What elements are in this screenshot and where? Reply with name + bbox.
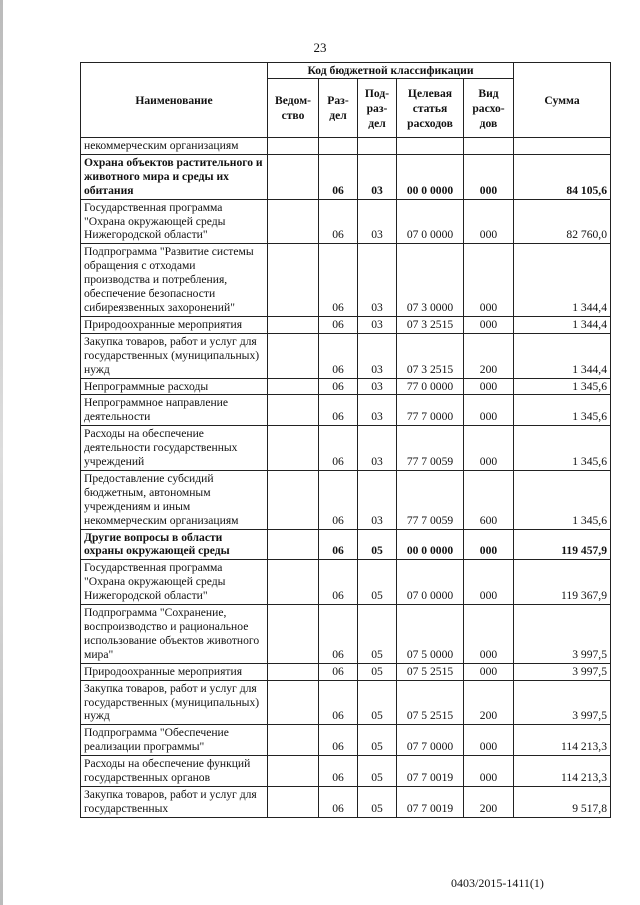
row-subsection: 03 <box>358 333 397 378</box>
row-sum: 1 344,4 <box>514 244 611 317</box>
row-name: Другие вопросы в области охраны окружающей среды <box>81 529 268 560</box>
row-department <box>268 605 319 664</box>
row-sum: 1 344,4 <box>514 316 611 333</box>
row-expense-type: 000 <box>464 605 514 664</box>
row-department <box>268 316 319 333</box>
row-section: 06 <box>319 786 358 817</box>
row-expense-type: 200 <box>464 786 514 817</box>
row-sum: 3 997,5 <box>514 680 611 725</box>
table-row <box>81 680 611 725</box>
row-subsection: 05 <box>358 786 397 817</box>
row-subsection: 05 <box>358 663 397 680</box>
row-section: 06 <box>319 725 358 756</box>
row-expense-type: 000 <box>464 244 514 317</box>
row-name: Непрограммные расходы <box>81 378 268 395</box>
row-sum: 1 345,6 <box>514 426 611 471</box>
row-department <box>268 378 319 395</box>
row-sum: 1 345,6 <box>514 470 611 529</box>
row-section: 06 <box>319 333 358 378</box>
row-subsection: 03 <box>358 470 397 529</box>
row-section: 06 <box>319 470 358 529</box>
row-sum: 119 457,9 <box>514 529 611 560</box>
table-row <box>81 786 611 817</box>
page-number: 23 <box>313 40 327 55</box>
row-name: Подпрограмма "Развитие системы обращения с отходами производства и потребления, обеспечение безопасности сибиреязвенных захоронений" <box>81 244 268 317</box>
row-sum: 1 345,6 <box>514 395 611 426</box>
row-name: Расходы на обеспечение деятельности государственных учреждений <box>81 426 268 471</box>
table-row <box>81 605 611 664</box>
row-department <box>268 725 319 756</box>
row-expense-type: 000 <box>464 378 514 395</box>
row-section: 06 <box>319 560 358 605</box>
table-row <box>81 154 611 199</box>
row-target: 07 7 0019 <box>397 786 464 817</box>
row-sum: 9 517,8 <box>514 786 611 817</box>
row-name: Государственная программа "Охрана окружающей среды Нижегородской области" <box>81 199 268 244</box>
row-section: 06 <box>319 154 358 199</box>
row-name: Природоохранные мероприятия <box>81 663 268 680</box>
row-expense-type: 000 <box>464 560 514 605</box>
row-name: Закупка товаров, работ и услуг для государственных (муниципальных) нужд <box>81 333 268 378</box>
row-subsection: 05 <box>358 725 397 756</box>
row-target: 07 5 0000 <box>397 605 464 664</box>
row-department <box>268 786 319 817</box>
scan-edge <box>0 0 3 905</box>
row-section: 06 <box>319 663 358 680</box>
row-sum: 114 213,3 <box>514 756 611 787</box>
row-section: 06 <box>319 378 358 395</box>
budget-table <box>80 62 611 818</box>
continuation-row <box>81 138 611 155</box>
row-expense-type: 000 <box>464 426 514 471</box>
row-section: 06 <box>319 244 358 317</box>
row-department <box>268 333 319 378</box>
row-target: 07 3 2515 <box>397 333 464 378</box>
row-sum: 84 105,6 <box>514 154 611 199</box>
table-row <box>81 244 611 317</box>
row-sum: 119 367,9 <box>514 560 611 605</box>
row-subsection: 03 <box>358 378 397 395</box>
row-department <box>268 154 319 199</box>
row-department <box>268 560 319 605</box>
table-row <box>81 529 611 560</box>
row-subsection: 03 <box>358 426 397 471</box>
row-subsection: 05 <box>358 560 397 605</box>
table-row <box>81 756 611 787</box>
row-department <box>268 756 319 787</box>
row-subsection: 03 <box>358 395 397 426</box>
row-target: 07 7 0019 <box>397 756 464 787</box>
table-row <box>81 470 611 529</box>
row-sum: 82 760,0 <box>514 199 611 244</box>
row-sum: 3 997,5 <box>514 663 611 680</box>
row-target: 07 5 2515 <box>397 680 464 725</box>
header-classification-group: Код бюджетной классификации <box>268 63 514 79</box>
row-target: 77 7 0059 <box>397 426 464 471</box>
row-section: 06 <box>319 395 358 426</box>
row-expense-type: 000 <box>464 154 514 199</box>
header-target: Целевая статья расходов <box>397 79 464 138</box>
row-department <box>268 529 319 560</box>
table-row <box>81 560 611 605</box>
row-expense-type: 000 <box>464 756 514 787</box>
row-name: Непрограммное направление деятельности <box>81 395 268 426</box>
row-name: Природоохранные мероприятия <box>81 316 268 333</box>
header-department: Ведом-ство <box>268 79 319 138</box>
row-subsection: 05 <box>358 680 397 725</box>
row-subsection: 03 <box>358 316 397 333</box>
row-sum: 3 997,5 <box>514 605 611 664</box>
header-section: Раз-дел <box>319 79 358 138</box>
header-expense-type: Вид расхо-дов <box>464 79 514 138</box>
row-department <box>268 426 319 471</box>
header-name: Наименование <box>81 63 268 138</box>
row-subsection: 05 <box>358 605 397 664</box>
row-subsection: 03 <box>358 154 397 199</box>
row-sum: 114 213,3 <box>514 725 611 756</box>
row-expense-type: 000 <box>464 529 514 560</box>
continuation-text: некоммерческим организациям <box>81 138 268 155</box>
row-section: 06 <box>319 199 358 244</box>
row-subsection: 05 <box>358 529 397 560</box>
row-target: 07 0 0000 <box>397 560 464 605</box>
header-subsection: Под-раз-дел <box>358 79 397 138</box>
row-target: 07 0 0000 <box>397 199 464 244</box>
row-section: 06 <box>319 529 358 560</box>
row-expense-type: 000 <box>464 663 514 680</box>
row-department <box>268 680 319 725</box>
row-name: Закупка товаров, работ и услуг для государственных <box>81 786 268 817</box>
row-target: 77 0 0000 <box>397 378 464 395</box>
row-target: 00 0 0000 <box>397 154 464 199</box>
row-section: 06 <box>319 680 358 725</box>
row-department <box>268 395 319 426</box>
row-expense-type: 000 <box>464 395 514 426</box>
row-section: 06 <box>319 426 358 471</box>
row-expense-type: 200 <box>464 333 514 378</box>
table-row <box>81 395 611 426</box>
row-subsection: 05 <box>358 756 397 787</box>
row-subsection: 03 <box>358 244 397 317</box>
row-expense-type: 000 <box>464 199 514 244</box>
row-section: 06 <box>319 756 358 787</box>
row-expense-type: 000 <box>464 316 514 333</box>
table-row <box>81 426 611 471</box>
row-sum: 1 345,6 <box>514 378 611 395</box>
row-target: 07 5 2515 <box>397 663 464 680</box>
header-sum: Сумма <box>514 63 611 138</box>
table-row <box>81 725 611 756</box>
table-row <box>81 378 611 395</box>
table-row <box>81 199 611 244</box>
table-row <box>81 316 611 333</box>
row-department <box>268 663 319 680</box>
row-name: Охрана объектов растительного и животного мира и среды их обитания <box>81 154 268 199</box>
table-row <box>81 333 611 378</box>
row-name: Подпрограмма "Обеспечение реализации программы" <box>81 725 268 756</box>
row-target: 07 3 0000 <box>397 244 464 317</box>
table-body <box>81 138 611 818</box>
row-sum: 1 344,4 <box>514 333 611 378</box>
row-subsection: 03 <box>358 199 397 244</box>
row-department <box>268 244 319 317</box>
row-name: Закупка товаров, работ и услуг для государственных (муниципальных) нужд <box>81 680 268 725</box>
row-target: 07 3 2515 <box>397 316 464 333</box>
row-name: Предоставление субсидий бюджетным, автономным учреждениям и иным некоммерческим организациям <box>81 470 268 529</box>
row-name: Расходы на обеспечение функций государственных органов <box>81 756 268 787</box>
row-target: 00 0 0000 <box>397 529 464 560</box>
row-section: 06 <box>319 605 358 664</box>
row-section: 06 <box>319 316 358 333</box>
row-target: 07 7 0000 <box>397 725 464 756</box>
row-target: 77 7 0000 <box>397 395 464 426</box>
row-department <box>268 470 319 529</box>
row-expense-type: 200 <box>464 680 514 725</box>
row-expense-type: 000 <box>464 725 514 756</box>
row-name: Государственная программа "Охрана окружающей среды Нижегородской области" <box>81 560 268 605</box>
footer-code: 0403/2015-1411(1) <box>451 876 544 890</box>
row-expense-type: 600 <box>464 470 514 529</box>
row-department <box>268 199 319 244</box>
row-target: 77 7 0059 <box>397 470 464 529</box>
table-row <box>81 663 611 680</box>
row-name: Подпрограмма "Сохранение, воспроизводство и рациональное использование объектов животного мира" <box>81 605 268 664</box>
